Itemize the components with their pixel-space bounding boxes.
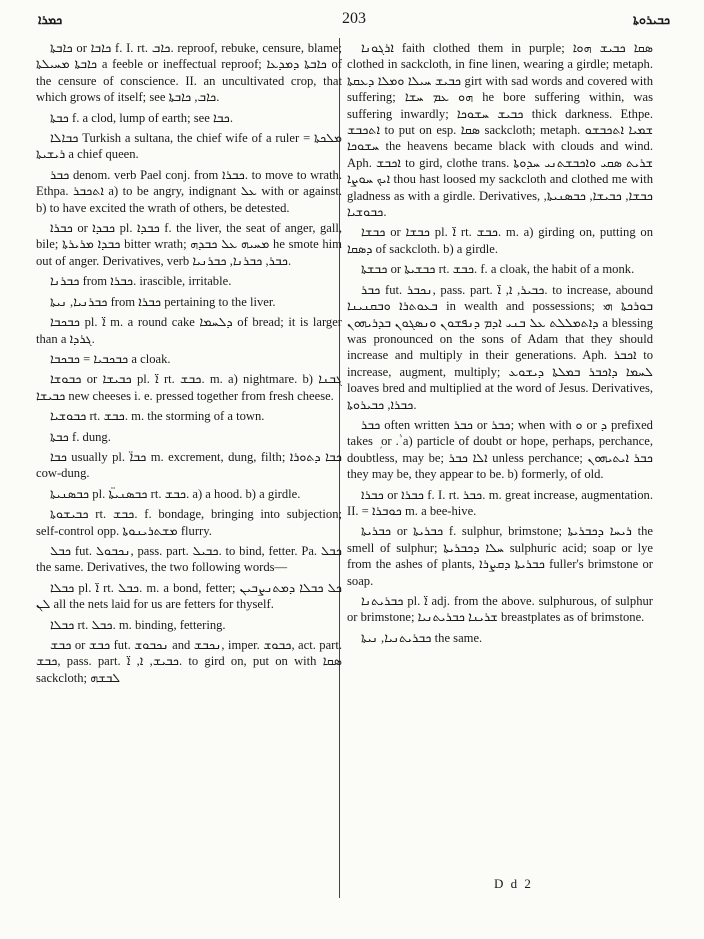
dictionary-entry: ܟܐܒܬܐ or ܟܐܒܐ f. I. rt. ܟܐܒ. reproof, rebuke, censure, blame; ܟܐܒܬܐ ܡܚܝܠܬܐ a feeble or ineffectual reproof; ܟܐܒܬܐ ܕܡܕܥܐ of the censure of conscience. II. an uncultivated crop, that which grows of itself; see ܟܐܒ, ܟܐܒܬܐ. (36, 41, 343, 105)
dictionary-entry: ܐܪܓܘܢܐ faith clothed them in purple; ܣܩܐ ܟܒܝܫ ܗܘܐ clothed in sackcloth, in fine linen, wearing a girdle; metaph. ܟܒܝܫ ܚܝܠܐ ܘܡܠܐ ܕܥܩܬܐ girt with sad words and covered with suffering; ܗܘ ܥܡ ܚܫܐ he bore suffering within, was suffering inwardly; ܟܒܝܫ ܚܫܘܟܐ thick darkness. Ethpe. ܐܬܟܒܫ to put on esp. ܣܩܐ sackcloth; metaph. ܫܡܝܐ ܐܬܟܒܫܘ ܚܫܘܟܐ the heavens became black with clouds and wind. Aph. ܐܟܒܫ to gird, clothe trans. ܫܪܝܬ ܣܩܝ ܘܐܟܒܫܬܢܝ ܚܕܘܬܐ ܐܝܟ ܚܘܨܐ thou hast loosed my sackcloth and clothed me with gladness as with a girdle. Derivatives, ܟܒܫܐ, ܟܒܝܫܐ, ܟܒܣܢܝܬܐ, ܟܒܘܫܝܐ. (347, 41, 654, 220)
dictionary-entry: ܟܒܝܫܘܬܐ rt. ܟܒܫ. f. bondage, bringing into subjection; self-control opp. ܡܫܬܪܝܢܘܬܐ flurry. (36, 507, 343, 538)
printer-signature-mark: D d 2 (494, 876, 533, 891)
dictionary-entry: ܟܒܟܒܝܐ = ܟܒܟܒܐ a cloak. (50, 351, 171, 366)
dictionary-entry: ܟܒܪܝܬܐ or ܟܒܪܝܬܐ f. sulphur, brimstone; ܪܝܚܐ ܕܟܒܪܝܬܐ the smell of sulphur; ܚܠܐ ܕܟܒܪܝܬܐ sulphuric acid; soap or lye from the ashes of plants, ܟܒܪܝܬܐ ܕܩܨܪܐ fuller's brimstone or soap. (347, 524, 654, 588)
right-running-headword: ܟܒܝܪܘܬܐ (633, 12, 670, 27)
dictionary-entry: ܟܒܪܝܬܢܝܐ, ܢܝܬܐ the same. (361, 630, 483, 645)
dictionary-entry: ܟܒܪܢܐ from ܟܒܪܐ. irascible, irritable. (50, 274, 232, 289)
dictionary-entry: ܟܒܘܫܝܐ rt. ܟܒܫ. m. the storming of a town. (50, 409, 265, 424)
dictionary-entry: ܟܒܪܝܬܢܐ pl. ܐ̈ adj. from the above. sulphurous, of sulphur or brimstone; ܫܪܝܢܐ ܟܒܪܝܬܢܝܐ breastplates as of brimstone. (347, 594, 653, 625)
dictionary-entry: ܟܒܐܠܐ Turkish a sultana, the chief wife of a ruler = ܡܠܟܬܐ ܪܝܫܝܬܐ a chief queen. (36, 131, 342, 162)
dictionary-entry: ܟܒܫ or ܟܒܫ fut. ܢܟܒܘܫ and ܢܟܒܫ, imper. ܟܒܘܫ, act. part. ܟܒܫ, pass. part. ܟܒܝܫ, ܐ, ܐ̈. to gird on, put on with ܣܩܐ sackcloth; ܠܒܫܗ (36, 638, 343, 685)
page-number: 203 (342, 10, 366, 27)
right-column (347, 40, 653, 650)
dictionary-entry: ܟܒܪ fut. ܢܟܒܪ, pass. part. ܟܒܝܪ, ܐ, ܐ̈. to increase, abound ܒܥܘܬܪܐ ܘܒܩܢܝܢܐ in wealth and possessions; ܒܘܪܟܬܐ ܗܝ ܕܐܬܡܠܠܬ ܥܠ ܒܢܝ ܐܕܡ ܕܢܦܫܘܢ ܘܢܣܓܘܢ ܒܕܪܝܗܘܢ a blessing was pronounced on the sons of Adam that they should increase and multiply in their generations. Aph. ܐܟܒܪ to increase, augment, multiply; ܠܚܡܐ ܕܐܟܒܪ ܒܡܠܬܐ ܕܝܫܘܥ loaves bred and multiplied at the word of Jesus. Derivatives, ܟܒܪܐ, ܟܒܝܪܘܬܐ. (347, 282, 653, 412)
dictionary-entry: ܟܒܠܐ rt. ܟܒܠ. m. binding, fettering. (50, 617, 226, 632)
dictionary-entry: ܟܒܫܐ or ܟܒܫܐ pl. ܐ̈ rt. ܟܒܫ. m. a) girding on, putting on ܕܣܩܐ of sackcloth. b) a girdle. (347, 225, 654, 256)
dictionary-entry: ܟܒܟܒܐ pl. ܐ̈ m. a round cake ܕܠܚܡܐ of bread; it is larger than a ܓܪܕܐ. (36, 315, 342, 346)
dictionary-entry: ܟܒܠ fut. ܢܟܒܘܠ, pass. part. ܟܒܝܠ. to bind, fetter. Pa. ܟܒܠ the same. Derivatives, the two following words— (36, 543, 342, 575)
dictionary-entry: ܟܒܪܢܝܐ, ܢܝܬܐ from ܟܒܪܐ pertaining to the liver. (50, 294, 276, 309)
dictionary-entry: ܟܒܪܐ or ܟܒܕܐ pl. ܟܒܕܐ f. the liver, the seat of anger, gall, bile; ܟܒܕܐ ܡܪܝܪܬܐ bitter wrath; ܡܚܝܗ ܥܠ ܟܒܕܗ he smote him out of anger. Derivatives, verb ܟܒܪ, ܟܒܪܢܐ, ܟܒܪܢܝܐ. (36, 221, 342, 268)
dictionary-entry: ܟܒܬܐ f. dung. (50, 429, 111, 444)
dictionary-entry: ܟܒܪܐ or ܟܒܪܐ f. I. rt. ܟܒܪ. m. great increase, augmentation. II. = ܟܘܒܪܐ m. a bee-hive. (347, 487, 653, 518)
dictionary-entry: ܟܒܪ often written ܟܒܪ or ܟܒܪ; when with ܘ or ܕ prefixed takes ܼ or ܵ. a) particle of doubt or hope, perhaps, perchance, doubtless, may be; ܐܠܐ ܟܒܪ unless perchance; ܟܒܪ ܐܝܬܝܗܘܢ they may be, they appear to be. b) formerly, of old. (347, 417, 653, 482)
dictionary-entry: ܟܒܣܢܝܬܐ pl. ܟܒܣܢܝܬܐ̈ rt. ܟܒܫ. a) a hood. b) a girdle. (50, 486, 301, 501)
dictionary-entry: ܟܒܠܐ pl. ܐ̈ rt. ܟܒܠ. m. a bond, fetter; ܟܠ ܟܒܠܐ ܕܡܬܢܨܒܝܢ ܠܢ all the nets laid for us are fetters for thyself. (36, 580, 342, 612)
dictionary-entry: ܟܒܪ denom. verb Pael conj. from ܟܒܪܐ. to move to wrath. Ethpa. ܐܬܟܒܪ a) to be angry, indignant ܥܠ with or against. b) to have excited the wrath of others, be detested. (36, 167, 343, 215)
dictionary-entry: ܟܒܐ usually pl. ܟܒܐ̈ m. excrement, dung, filth; ܟܒܐ ܕܬܘܪܐ cow-dung. (36, 449, 342, 481)
dictionary-entry: ܟܒܫܬܐ or ܟܒܫܝܬܐ rt. ܟܒܫ. f. a cloak, the habit of a monk. (361, 262, 635, 277)
left-column (36, 40, 342, 690)
dictionary-entry: ܟܒܘܫܐ or ܟܒܝܫܐ pl. ܐ̈ rt. ܟܒܫ. m. a) nightmare. b) ܓܒܢܐ ܟܒܝܫܐ new cheeses i. e. pressed together from fresh cheese. (36, 372, 342, 403)
left-running-headword: ܟܡܪܐ (38, 12, 63, 27)
dictionary-entry: ܟܒܬܐ f. a clod, lump of earth; see ܟܒܐ. (50, 110, 234, 125)
page-header (38, 10, 670, 38)
